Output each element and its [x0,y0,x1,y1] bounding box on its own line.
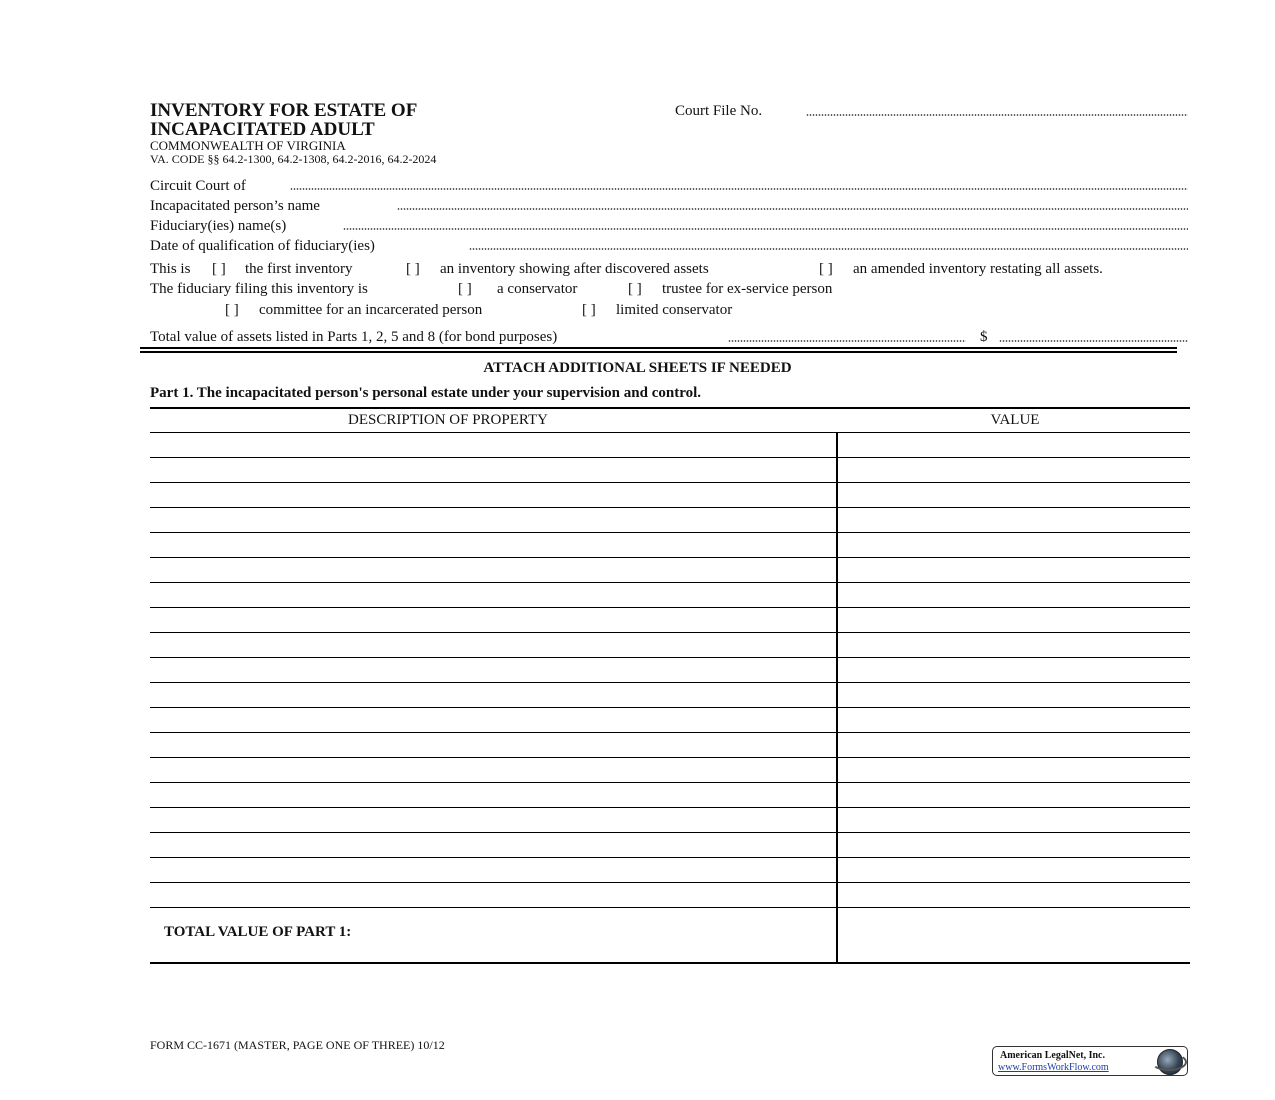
person-name-field[interactable] [397,208,1188,210]
description-cell[interactable] [150,758,834,781]
checkbox-limited-conservator[interactable]: [ ] [582,302,596,318]
value-cell[interactable] [840,583,1188,606]
fiduciary-names-field[interactable] [343,228,1188,230]
description-cell[interactable] [150,483,834,506]
description-cell[interactable] [150,533,834,556]
person-name-label: Incapacitated person’s name [150,198,320,214]
checkbox-amended-inventory[interactable]: [ ] [819,261,833,277]
vendor-url[interactable]: www.FormsWorkFlow.com [998,1062,1109,1073]
table-row-line [150,907,1190,908]
option-trustee: trustee for ex-service person [662,281,833,297]
table-top-border [150,407,1190,409]
description-cell[interactable] [150,833,834,856]
description-cell[interactable] [150,633,834,656]
form-id: FORM CC-1671 (MASTER, PAGE ONE OF THREE) 10/12 [150,1038,445,1052]
total-part1-label: TOTAL VALUE OF PART 1: [164,924,352,940]
value-cell[interactable] [840,858,1188,881]
circuit-court-field[interactable] [290,188,1188,190]
total-assets-leader [728,340,966,342]
court-file-label: Court File No. [675,103,763,119]
description-cell[interactable] [150,433,834,456]
court-file-field[interactable] [806,114,1188,116]
value-cell[interactable] [840,633,1188,656]
value-cell[interactable] [840,658,1188,681]
description-cell[interactable] [150,883,834,906]
description-cell[interactable] [150,708,834,731]
form-title-line1: INVENTORY FOR ESTATE OF [150,100,418,121]
qualification-date-field[interactable] [469,248,1188,250]
value-cell[interactable] [840,433,1188,456]
table-bottom-border [150,962,1190,964]
value-cell[interactable] [840,783,1188,806]
value-cell[interactable] [840,833,1188,856]
value-cell[interactable] [840,758,1188,781]
divider-top [140,347,1177,349]
total-assets-field[interactable] [999,340,1188,342]
description-cell[interactable] [150,683,834,706]
value-cell[interactable] [840,883,1188,906]
value-cell[interactable] [840,533,1188,556]
value-cell[interactable] [840,508,1188,531]
description-cell[interactable] [150,583,834,606]
value-cell[interactable] [840,808,1188,831]
form-title-line2: INCAPACITATED ADULT [150,119,375,140]
description-cell[interactable] [150,558,834,581]
description-cell[interactable] [150,733,834,756]
commonwealth-label: COMMONWEALTH OF VIRGINIA [150,138,346,153]
part1-heading: Part 1. The incapacitated person's personal estate under your supervision and control. [150,385,702,401]
description-cell[interactable] [150,508,834,531]
value-cell[interactable] [840,558,1188,581]
fiduciary-names-label: Fiduciary(ies) name(s) [150,218,287,234]
total-assets-label: Total value of assets listed in Parts 1, 2, 5 and 8 (for bond purposes) [150,329,558,345]
description-cell[interactable] [150,458,834,481]
value-cell[interactable] [840,683,1188,706]
option-after-discovered: an inventory showing after discovered assets [440,261,709,277]
circuit-court-label: Circuit Court of [150,178,246,194]
description-cell[interactable] [150,783,834,806]
checkbox-committee[interactable]: [ ] [225,302,239,318]
value-cell[interactable] [840,483,1188,506]
description-cell[interactable] [150,608,834,631]
col-header-description: DESCRIPTION OF PROPERTY [348,412,548,428]
checkbox-trustee[interactable]: [ ] [628,281,642,297]
checkbox-after-discovered[interactable]: [ ] [406,261,420,277]
va-code-label: VA. CODE §§ 64.2-1300, 64.2-1308, 64.2-2016, 64.2-2024 [150,152,437,166]
table-column-divider [836,432,838,964]
vendor-logo[interactable] [992,1046,1188,1076]
inventory-type-prefix: This is [150,261,191,277]
col-header-value: VALUE [990,412,1040,428]
option-limited-conservator: limited conservator [616,302,733,318]
globe-ring-icon [1151,1053,1187,1071]
description-cell[interactable] [150,658,834,681]
fiduciary-type-prefix: The fiduciary filing this inventory is [150,281,368,297]
vendor-name: American LegalNet, Inc. [1000,1050,1105,1061]
attach-notice: ATTACH ADDITIONAL SHEETS IF NEEDED [483,360,792,376]
checkbox-conservator[interactable]: [ ] [458,281,472,297]
option-committee: committee for an incarcerated person [259,302,483,318]
description-cell[interactable] [150,858,834,881]
value-cell[interactable] [840,733,1188,756]
value-cell[interactable] [840,458,1188,481]
description-cell[interactable] [150,808,834,831]
qualification-date-label: Date of qualification of fiduciary(ies) [150,238,375,254]
value-cell[interactable] [840,708,1188,731]
option-first-inventory: the first inventory [245,261,353,277]
checkbox-first-inventory[interactable]: [ ] [212,261,226,277]
divider-bottom [140,351,1177,353]
value-cell[interactable] [840,608,1188,631]
option-amended-inventory: an amended inventory restating all assets. [853,261,1103,277]
option-conservator: a conservator [497,281,578,297]
total-part1-value-field[interactable] [840,910,1188,960]
currency-symbol: $ [980,329,988,345]
